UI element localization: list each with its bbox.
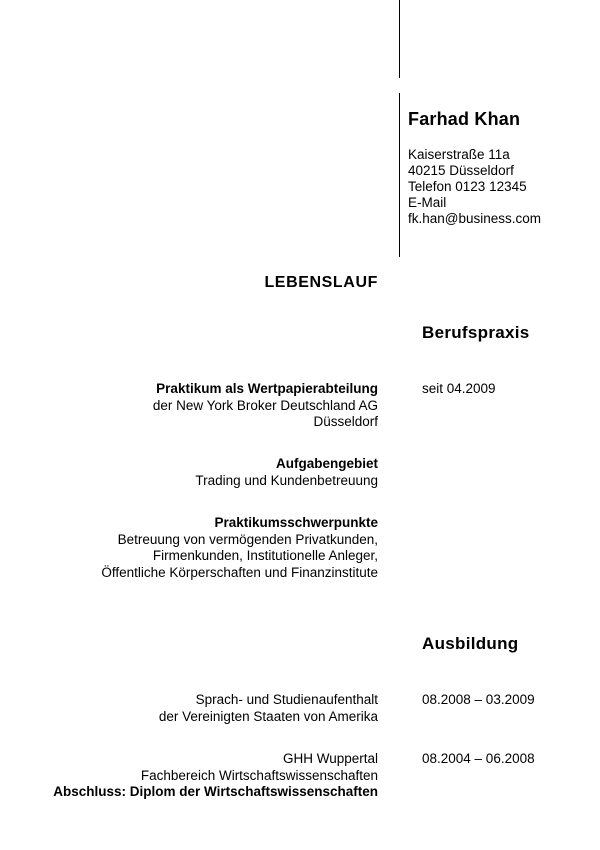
street: Kaiserstraße 11a	[408, 147, 510, 162]
email-label: E-Mail	[408, 195, 447, 210]
section-heading-ausbildung: Ausbildung	[422, 634, 519, 653]
aufgabengebiet-block	[195, 456, 378, 489]
job-entry	[153, 381, 378, 431]
city: 40215 Düsseldorf	[408, 163, 514, 178]
education-date: 08.2004 – 06.2008	[422, 751, 535, 766]
education-degree: Abschluss: Diplom der Wirtschaftswissenschaften	[53, 784, 378, 799]
job-company: der New York Broker Deutschland AG	[152, 397, 378, 413]
aufgabengebiet-label: Aufgabengebiet	[275, 456, 378, 471]
education-line: GHH Wuppertal	[282, 751, 378, 766]
education-line: Fachbereich Wirtschaftswissenschaften	[140, 767, 378, 783]
applicant-name: Farhad Khan	[408, 109, 521, 129]
job-date: seit 04.2009	[422, 381, 496, 396]
header-divider-top	[399, 0, 400, 78]
education-date: 08.2008 – 03.2009	[422, 692, 535, 707]
education-entry	[159, 692, 378, 725]
email-address: fk.han@business.com	[408, 211, 542, 226]
schwerpunkte-block	[101, 515, 378, 581]
job-location: Düsseldorf	[313, 414, 378, 429]
contact-block	[408, 147, 541, 227]
job-title: Praktikum als Wertpapierabteilung	[156, 381, 378, 396]
section-heading-berufspraxis: Berufspraxis	[422, 323, 530, 342]
header-divider	[399, 93, 400, 257]
education-line: der Vereinigten Staaten von Amerika	[158, 708, 378, 724]
schwerpunkte-line: Öffentliche Körperschaften und Finanzinstitute	[101, 564, 378, 580]
education-line: Sprach- und Studienaufenthalt	[195, 692, 378, 707]
aufgabengebiet-text: Trading und Kundenbetreuung	[195, 472, 378, 488]
education-entry	[53, 751, 378, 801]
document-title: LEBENSLAUF	[264, 274, 378, 291]
schwerpunkte-line: Betreuung von vermögenden Privatkunden,	[117, 531, 378, 547]
schwerpunkte-label: Praktikumsschwerpunkte	[214, 515, 378, 530]
schwerpunkte-line: Firmenkunden, Institutionelle Anleger,	[152, 548, 378, 563]
phone: Telefon 0123 12345	[408, 179, 527, 194]
